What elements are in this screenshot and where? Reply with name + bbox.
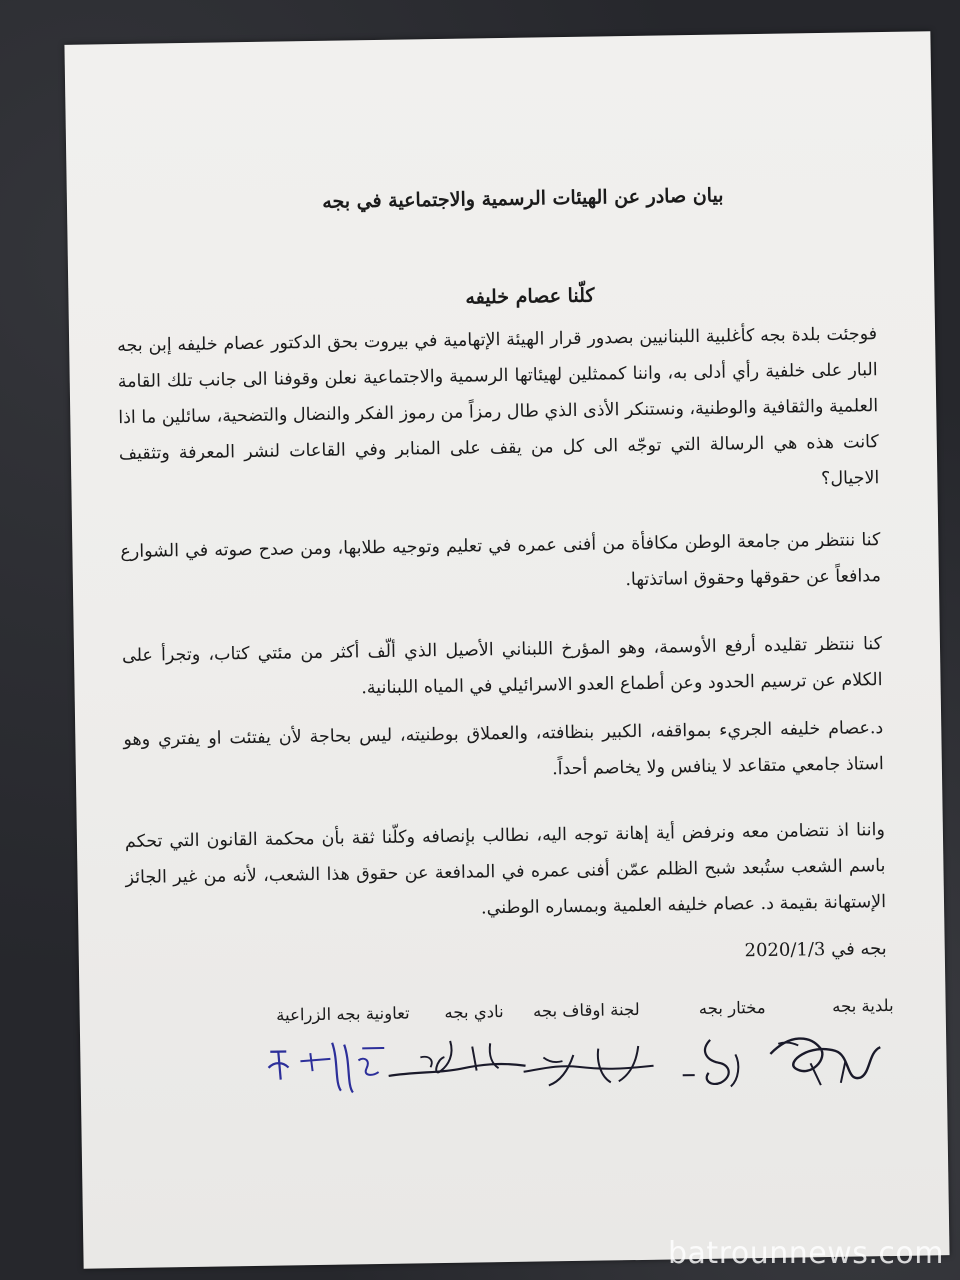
signer-club: نادي بجه: [444, 1002, 504, 1023]
signer-endowments-committee: لجنة اوقاف بجه: [532, 999, 640, 1021]
signature-municipality: [750, 1022, 901, 1094]
site-watermark: batrounnews.com: [668, 1236, 944, 1271]
document-subheading: كلّنا عصام خليفه: [465, 284, 595, 309]
paragraph-1: فوجئت بلدة بجه كأغلبية اللبنانيين بصدور قرار الهيئة الإتهامية في بيروت بحق الدكتور عصام خليفه إبن بجه البار على خلفية رأي أدلى به، واننا كممثلين لهيئاتها الرسمية والاجتماعية نعلن وقوفنا الى جانب تلك القامة العلمية والثقافية والوطنية، ونستنكر الأذى الذي طال رمزاً من رموز الفكر والنضال والتضحية، سائلين ما اذا كانت هذه هي الرسالة التي توجّه الى كل من يقف على المنابر وفي القاعات لنشر المعرفة وتثقيف الاجيال؟: [117, 324, 880, 490]
paragraph-5: واننا اذ نتضامن معه ونرفض أية إهانة توجه اليه، نطالب بإنصافه وكلّنا ثقة بأن محكمة القانون التي تحكم باسم الشعب ستُبعد شبح الظلم عمّن أفنى عمره في المدافعة عن حقوق هذا الشعب، لأنه من غير الجائز الإستهانة بقيمة د. عصام خليفه العلمية وبمساره الوطني.: [124, 820, 887, 919]
document-sheet: [64, 31, 949, 1268]
paragraph-2: كنا ننتظر من جامعة الوطن مكافأة من أفنى عمره في تعليم وتوجيه طلابها، ومن صدح صوته في الشوارع مدافعاً عن حقوقها وحقوق اساتذتها.: [120, 530, 882, 591]
signature-mukhtar: [680, 1024, 761, 1095]
document-paper: [64, 31, 949, 1268]
signer-mukhtar: مختار بجه: [698, 997, 766, 1019]
dateline: بجه في 2020/1/3: [744, 938, 887, 962]
signature-endowments-committee: [518, 1026, 659, 1098]
signer-municipality: بلدية بجه: [831, 995, 894, 1016]
paragraph-3: كنا ننتظر تقليده أرفع الأوسمة، وهو المؤرخ اللبناني الأصيل الذي ألّف أكثر من مئتي كتاب، وتجرأ على الكلام عن ترسيم الحدود وعن أطماع العدو الاسرائيلي في المياه اللبنانية.: [121, 634, 883, 699]
signature-cooperative: [260, 1030, 391, 1102]
signer-cooperative: تعاونية بجه الزراعية: [276, 1003, 410, 1025]
signature-club: [380, 1028, 531, 1100]
document-heading: بيان صادر عن الهيئات الرسمية والاجتماعية في بجه: [322, 184, 724, 213]
paragraph-4: د.عصام خليفه الجريء بمواقفه، الكبير بنظافته، والعملاق بوطنيته، ليس بحاجة لأن يفتئت او يفتري وهو استاذ جامعي متقاعد لا ينافس ولا يخاصم أحداً.: [123, 718, 884, 780]
